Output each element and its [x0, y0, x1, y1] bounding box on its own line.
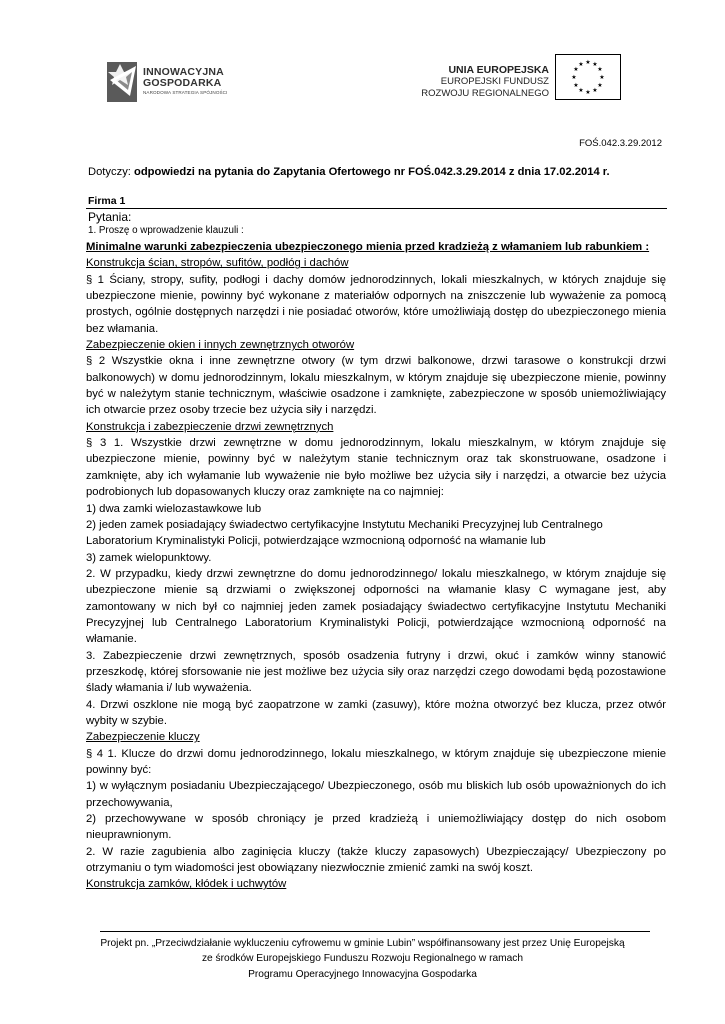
paragraph-3-item-1: 1) dwa zamki wielozastawkowe lub — [86, 502, 262, 515]
subject-text: odpowiedzi na pytania do Zapytania Ofertowego nr FOŚ.042.3.29.2014 z dnia 17.02.2014 r. — [134, 166, 610, 178]
document-reference: FOŚ.042.3.29.2012 — [579, 138, 662, 149]
paragraph-4-item-2: 2) przechowywane w sposób chroniący je przed kradzieżą i uniemożliwiający dostęp do nich osobom nieuprawnionym. — [86, 813, 666, 842]
svg-text:★: ★ — [592, 87, 598, 94]
svg-text:★: ★ — [592, 61, 598, 68]
paragraph-3: § 3 1. Wszystkie drzwi zewnętrzne w domu jednorodzinnym, lokalu mieszkalnym, w którym znajduje się ubezpieczone mienie, powinny być w należytym stanie technicznym oraz tak skonstruowane, osadzone i zamknięte, aby ich wyłamanie lub wyważenie nie było możliwe bez użycia siły i narzędzi, a otwarcie bez użycia podrobionych lub dopasowanych kluczy oraz zamknięte na co najmniej: — [86, 437, 666, 499]
eu-logo-line1: UNIA EUROPEJSKA — [448, 64, 549, 76]
header-divider — [86, 208, 667, 209]
footer-divider — [100, 931, 650, 932]
ig-logo-line2: GOSPODARKA — [143, 77, 222, 89]
paragraph-1: § 1 Ściany, stropy, sufity, podłogi i dachy domów jednorodzinnych, lokali mieszkalnych, w których znajduje się ubezpieczone mienie, powinny być wykonane z materiałów odpornych na zniszczenie lub wyważenie za pomocą prostych, ogólnie dostępnych narzędzi i nie posiadać otworów, które umożliwiają dostęp do ubezpieczonego mienia bez włamania. — [86, 273, 666, 335]
question-intro: 1. Proszę o wprowadzenie klauzuli : — [88, 225, 244, 236]
eu-logo-line3: ROZWOJU REGIONALNEGO — [421, 87, 549, 99]
eu-flag-icon — [555, 54, 621, 100]
paragraph-3-item-2: 2) jeden zamek posiadający świadectwo certyfikacyjne Instytutu Mechaniki Precyzyjnej lub Centralnego Laboratorium Kryminalistyki Policji, potwierdzające wzmocnioną odporność na włamanie lub — [86, 518, 603, 548]
paragraph-3-item-3: 3) zamek wielopunktowy. — [86, 551, 212, 564]
section-heading-windows: Zabezpieczenie okien i innych zewnętrznych otworów — [86, 339, 355, 352]
paragraph-3-point-2: 2. W przypadku, kiedy drzwi zewnętrzne do domu jednorodzinnego/ lokalu mieszkalnego, w którym znajduje się ubezpieczone mienie są drzwiami o zwiększonej odporności na włamanie klasy C wymagane jest, aby zamontowany w nich był co najmniej jeden zamek posiadający świadectwo certyfikacyjne Instytutu Mechaniki Precyzyjnej lub Centralnego Laboratorium Kryminalistyki Policji, potwierdzające wzmocnioną odporność na włamanie. — [86, 567, 666, 646]
svg-text:★: ★ — [585, 89, 591, 96]
svg-text:★: ★ — [585, 59, 591, 66]
paragraph-2: § 2 Wszystkie okna i inne zewnętrzne otwory (w tym drzwi balkonowe, drzwi tarasowe o konstrukcji drzwi balkonowych) w domu jednorodzinnym, lokalu mieszkalnym, w którym znajduje się ubezpieczone mienie, powinny być w należytym stanie technicznym, właściwie osadzone i zamknięte, zabezpieczone w sposób uniemożliwiający ich otwarcie przez osoby trzecie bez użycia siły i narzędzi. — [86, 355, 666, 417]
company-label: Firma 1 — [88, 195, 126, 207]
paragraph-3-point-3: 3. Zabezpieczenie drzwi zewnętrznych, sposób osadzenia futryny i drzwi, okuć i zamków winny stanowić przeszkodę, której sforsowanie nie jest możliwe bez użycia siły oraz narzędzi czego dowodami będą pozostawione ślady włamania i/ lub wyważenia. — [86, 649, 666, 695]
main-heading: Minimalne warunki zabezpieczenia ubezpieczonego mienia przed kradzieżą z włamaniem lub rabunkiem : — [86, 241, 650, 253]
innowacyjna-gospodarka-logo — [106, 58, 246, 106]
ig-star-mark-icon — [106, 58, 140, 104]
svg-text:★: ★ — [578, 87, 584, 94]
svg-text:★: ★ — [578, 61, 584, 68]
svg-text:★: ★ — [573, 82, 579, 89]
paragraph-4-point-2: 2. W razie zagubienia albo zaginięcia kluczy (także kluczy zapasowych) Ubezpieczający/ Ubezpieczony po otrzymaniu o tym wiadomości jest obowiązany niezwłocznie zmienić zamki na swój koszt. — [86, 845, 666, 875]
eu-logo-text — [421, 64, 549, 99]
footer — [60, 936, 665, 982]
svg-text:★: ★ — [597, 66, 603, 73]
svg-text:★: ★ — [571, 74, 577, 81]
svg-text:★: ★ — [597, 82, 603, 89]
document-body — [86, 239, 666, 893]
eu-logo-line2: EUROPEJSKI FUNDUSZ — [440, 76, 549, 87]
footer-line3: Programu Operacyjnego Innowacyjna Gospodarka — [248, 968, 477, 980]
subject-line — [88, 166, 610, 178]
subject-prefix: Dotyczy: — [88, 166, 135, 178]
paragraph-4-item-1: 1) w wyłącznym posiadaniu Ubezpieczającego/ Ubezpieczonego, osób mu bliskich lub osób upoważnionych do ich przechowywania, — [86, 780, 666, 809]
footer-line1: Projekt pn. „Przeciwdziałanie wykluczeniu cyfrowemu w gminie Lubin” współfinansowany jest przez Unię Europejską — [100, 938, 625, 949]
ig-logo-line3: NARODOWA STRATEGIA SPÓJNOŚCI — [143, 90, 228, 95]
section-heading-walls: Konstrukcja ścian, stropów, sufitów, podłóg i dachów — [86, 257, 349, 270]
paragraph-4: § 4 1. Klucze do drzwi domu jednorodzinnego, lokalu mieszkalnego, w którym znajduje się ubezpieczone mienie powinny być: — [86, 747, 666, 776]
section-heading-locks: Konstrukcja zamków, kłódek i uchwytów — [86, 878, 287, 891]
section-heading-doors: Konstrukcja i zabezpieczenie drzwi zewnętrznych — [86, 420, 334, 433]
svg-text:★: ★ — [573, 66, 579, 73]
section-heading-keys: Zabezpieczenie kluczy — [86, 731, 200, 744]
ig-logo-line1: INNOWACYJNA — [143, 66, 224, 78]
questions-heading: Pytania: — [88, 210, 132, 224]
svg-text:★: ★ — [599, 74, 605, 81]
footer-line2: ze środków Europejskiego Funduszu Rozwoju Regionalnego w ramach — [201, 953, 524, 965]
paragraph-3-point-4: 4. Drzwi oszklone nie mogą być zaopatrzone w zamki (zasuwy), które można otworzyć bez klucza, przez otwór wybity w szybie. — [86, 698, 666, 727]
